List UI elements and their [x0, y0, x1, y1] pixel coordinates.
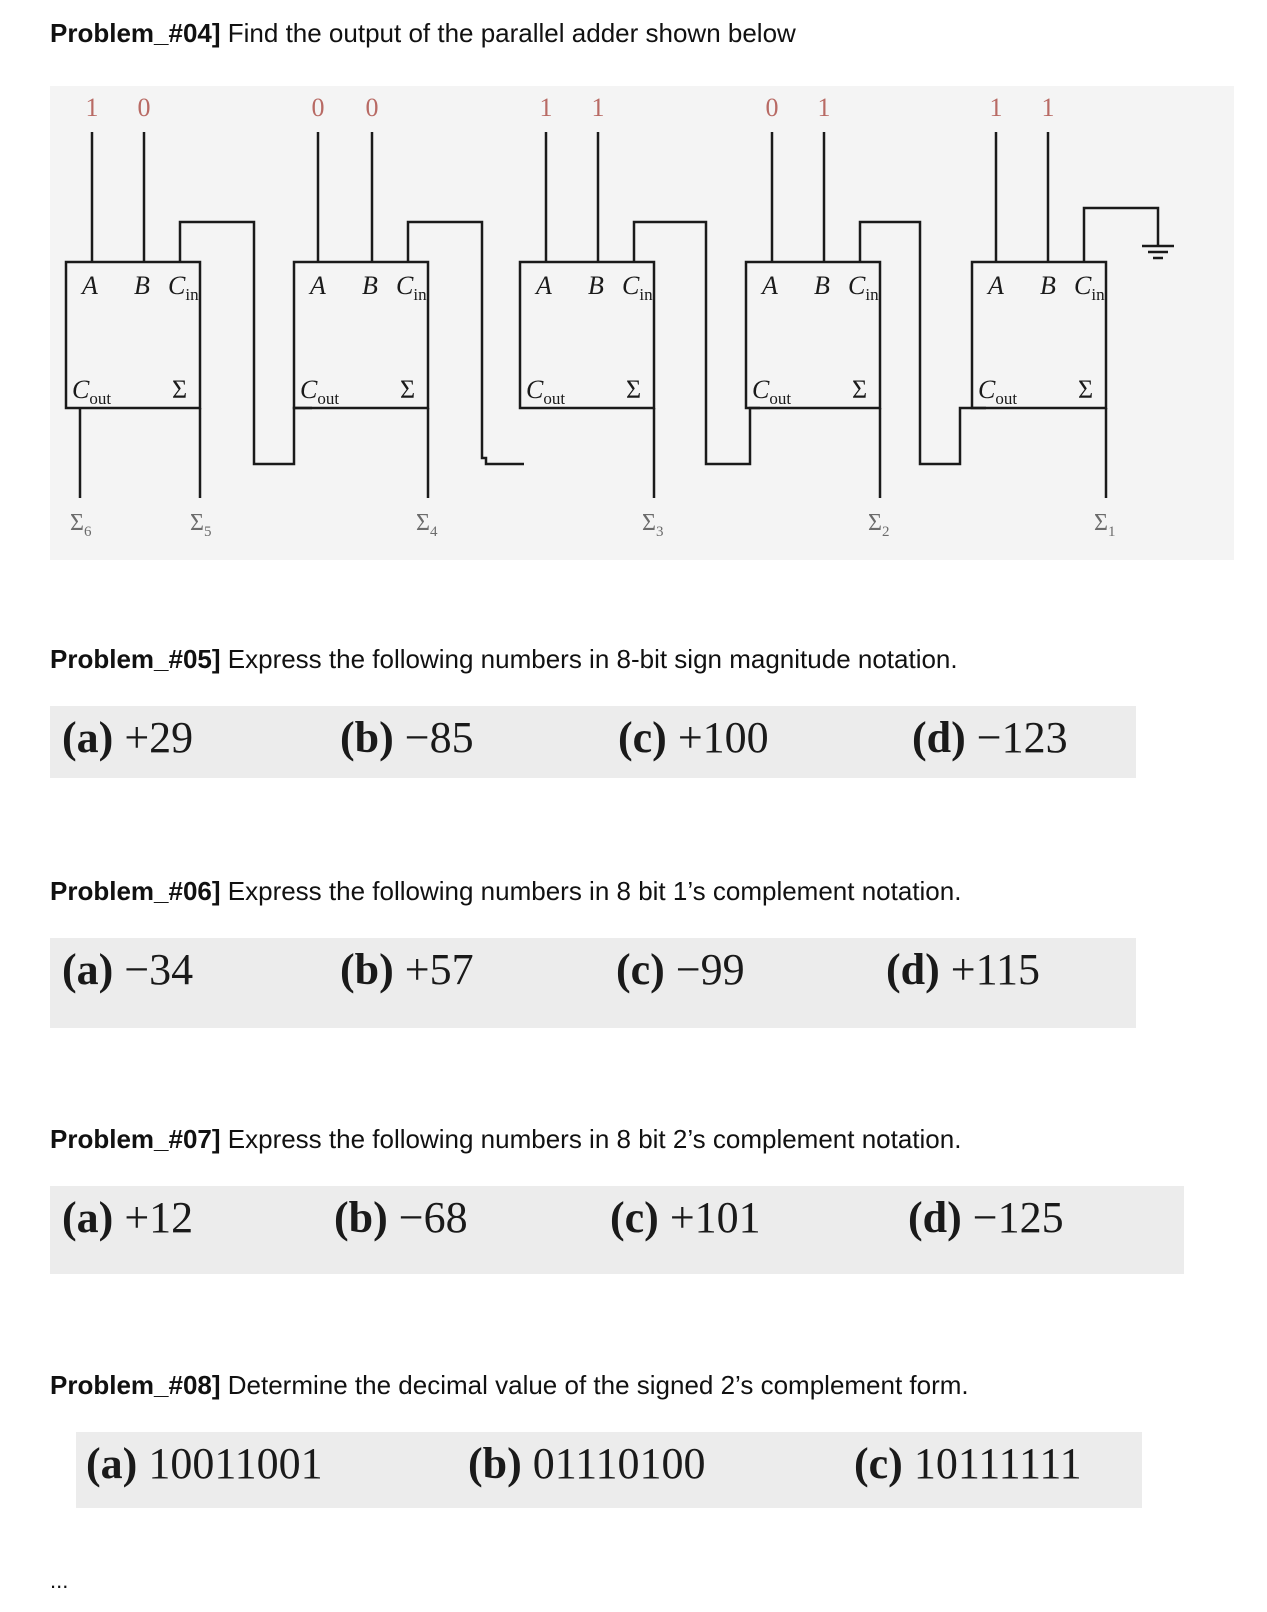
output-sum-2: $\Sigma_2$: [868, 510, 890, 540]
problem-07-text: Express the following numbers in 8 bit 2’s complement notation.: [227, 1124, 962, 1154]
pin-cout-label: $C_{out}$: [526, 375, 566, 408]
problem-04-text: Find the output of the parallel adder shown below: [227, 18, 796, 48]
input-a-2: 0: [765, 93, 779, 122]
problem-05-text: Express the following numbers in 8-bit sign magnitude notation.: [227, 644, 958, 674]
problem-05-item-d: (d) −123: [912, 713, 1068, 762]
problem-08-items: [76, 1432, 1142, 1508]
pin-a-label: A: [82, 271, 98, 300]
input-b-3: 1: [591, 93, 605, 122]
ellipsis: ...: [50, 1568, 69, 1593]
input-a-4: 0: [311, 93, 325, 122]
output-sum-5: $\Sigma_5$: [190, 510, 212, 540]
input-b-2: 1: [817, 93, 831, 122]
problem-04-heading: [50, 18, 796, 49]
pin-cin-label: $C_{in}$: [168, 271, 199, 304]
parallel-adder-diagram: [50, 86, 1234, 560]
output-sum-6: $\Sigma_6$: [70, 510, 92, 540]
pin-cin-label: $C_{in}$: [396, 271, 427, 304]
input-a-1: 1: [989, 93, 1003, 122]
problem-06-item-b: (b) +57: [340, 945, 474, 994]
problem-07-item-d: (d) −125: [908, 1193, 1064, 1242]
problem-05-item-c: (c) +100: [618, 713, 769, 762]
problem-07-items: [50, 1186, 1184, 1274]
problem-08-number: Problem_#08]: [50, 1370, 221, 1400]
pin-a-label: A: [988, 271, 1004, 300]
pin-a-label: A: [310, 271, 326, 300]
pin-a-label: A: [762, 271, 778, 300]
pin-sum-label: Σ: [1078, 375, 1094, 404]
problem-07-heading: [50, 1124, 961, 1155]
problem-05-item-a: (a) +29: [62, 713, 194, 762]
pin-cin-label: $C_{in}$: [1074, 271, 1105, 304]
output-sum-1: $\Sigma_1$: [1094, 510, 1116, 540]
problem-05-items: [50, 706, 1136, 778]
problem-07-item-c: (c) +101: [610, 1193, 761, 1242]
pin-b-label: B: [134, 271, 150, 300]
problem-07-number: Problem_#07]: [50, 1124, 221, 1154]
problem-08-item-c: (c) 10111111: [854, 1439, 1082, 1488]
problem-08-text: Determine the decimal value of the signed 2’s complement form.: [227, 1370, 969, 1400]
pin-sum-label: Σ: [852, 375, 868, 404]
problem-05-item-b: (b) −85: [340, 713, 474, 762]
problem-04-number: Problem_#04]: [50, 18, 221, 48]
problem-07-item-b: (b) −68: [334, 1193, 468, 1242]
problem-06-number: Problem_#06]: [50, 876, 221, 906]
input-b-5: 0: [137, 93, 151, 122]
problem-06-text: Express the following numbers in 8 bit 1’s complement notation.: [227, 876, 962, 906]
pin-a-label: A: [536, 271, 552, 300]
pin-cout-label: $C_{out}$: [978, 375, 1018, 408]
input-b-1: 1: [1041, 93, 1055, 122]
problem-05-number: Problem_#05]: [50, 644, 221, 674]
input-a-5: 1: [85, 93, 99, 122]
output-sum-3: $\Sigma_3$: [642, 510, 664, 540]
output-sum-4: $\Sigma_4$: [416, 510, 438, 540]
problem-08-heading: [50, 1370, 969, 1401]
problem-06-heading: [50, 876, 961, 907]
pin-sum-label: Σ: [172, 375, 188, 404]
pin-sum-label: Σ: [626, 375, 642, 404]
problem-08-item-a: (a) 10011001: [86, 1439, 323, 1488]
problem-05-heading: [50, 644, 958, 675]
input-b-4: 0: [365, 93, 379, 122]
pin-b-label: B: [588, 271, 604, 300]
problem-06-item-a: (a) −34: [62, 945, 194, 994]
problem-06-item-d: (d) +115: [886, 945, 1040, 994]
pin-cin-label: $C_{in}$: [622, 271, 653, 304]
pin-cout-label: $C_{out}$: [300, 375, 340, 408]
pin-sum-label: Σ: [400, 375, 416, 404]
pin-cin-label: $C_{in}$: [848, 271, 879, 304]
pin-b-label: B: [1040, 271, 1056, 300]
problem-06-items: [50, 938, 1136, 1028]
pin-cout-label: $C_{out}$: [752, 375, 792, 408]
problem-08-item-b: (b) 01110100: [468, 1439, 706, 1488]
input-a-3: 1: [539, 93, 553, 122]
pin-cout-label: $C_{out}$: [72, 375, 112, 408]
problem-07-item-a: (a) +12: [62, 1193, 194, 1242]
pin-b-label: B: [362, 271, 378, 300]
problem-06-item-c: (c) −99: [616, 945, 745, 994]
pin-b-label: B: [814, 271, 830, 300]
